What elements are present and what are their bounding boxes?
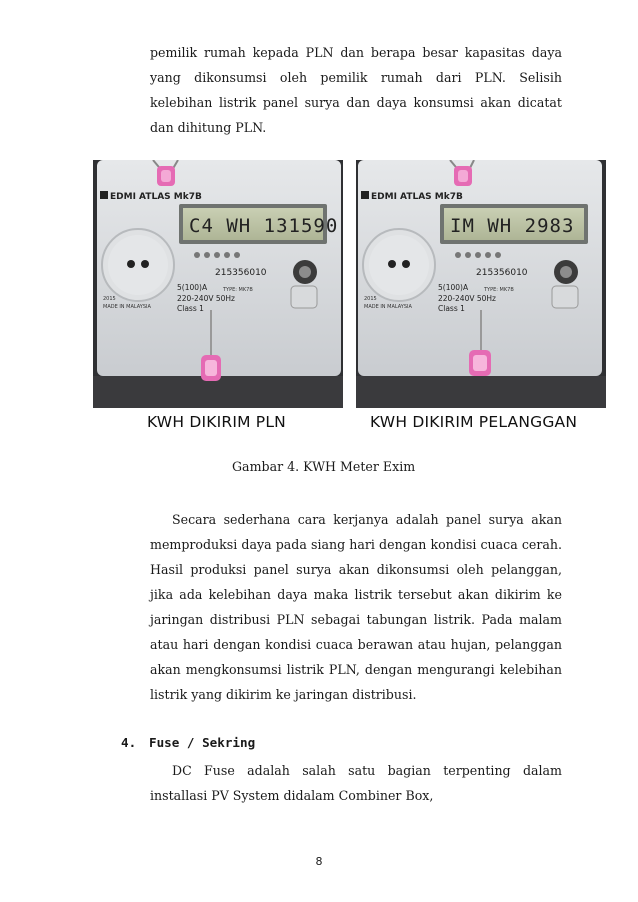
right-meter-serial: 215356010 xyxy=(476,268,528,278)
left-meter-type: TYPE: MK7B xyxy=(223,287,253,293)
section-heading xyxy=(121,735,255,750)
right-meter-display: IM WH 2983 xyxy=(450,215,575,237)
left-meter-class: Class 1 xyxy=(177,304,204,313)
right-meter-year: 2015 xyxy=(364,296,377,302)
right-meter-photo xyxy=(356,160,606,408)
left-meter-voltage: 220-240V 50Hz xyxy=(177,294,235,303)
section-title: Fuse / Sekring xyxy=(149,735,256,750)
right-meter-type: TYPE: MK7B xyxy=(484,287,514,293)
left-meter-made-in: MADE IN MALAYSIA xyxy=(103,304,151,310)
left-meter-rating: 5(100)A xyxy=(177,283,208,292)
page-number: 8 xyxy=(315,855,323,868)
left-meter-year: 2015 xyxy=(103,296,116,302)
right-meter-label: KWH DIKIRIM PELANGGAN xyxy=(370,413,578,431)
right-meter-brand: EDMI ATLAS Mk7B xyxy=(371,192,463,202)
section-number: 4. xyxy=(121,735,137,750)
paragraph-explanation: Secara sederhana cara kerjanya adalah panel surya akan memproduksi daya pada siang hari dengan kondisi cuaca cerah. Hasil produksi panel surya akan dikonsumsi oleh pelanggan, jika ada kelebihan daya maka listrik tersebut akan dikirim ke jaringan distribusi PLN sebagai tabungan listrik. Pada malam atau hari dengan kondisi cuaca berawan atau hujan, pelanggan akan mengkonsumsi listrik PLN, dengan mengurangi kelebihan listrik yang dikirim ke jaringan distribusi. xyxy=(150,512,562,702)
left-meter-serial: 215356010 xyxy=(215,268,267,278)
left-meter-brand: EDMI ATLAS Mk7B xyxy=(110,192,202,202)
paragraph-intro: pemilik rumah kepada PLN dan berapa besar kapasitas daya yang dikonsumsi oleh pemilik rumah dari PLN. Selisih kelebihan listrik panel surya dan daya konsumsi akan dicatat dan dihitung PLN. xyxy=(150,45,562,135)
paragraph-fuse: DC Fuse adalah salah satu bagian terpenting dalam installasi PV System didalam Combiner Box, xyxy=(150,763,562,803)
figure-caption: Gambar 4. KWH Meter Exim xyxy=(232,459,416,474)
right-meter-rating: 5(100)A xyxy=(438,283,469,292)
left-meter-label: KWH DIKIRIM PLN xyxy=(147,413,286,431)
right-meter-made-in: MADE IN MALAYSIA xyxy=(364,304,412,310)
right-meter-class: Class 1 xyxy=(438,304,465,313)
right-meter-voltage: 220-240V 50Hz xyxy=(438,294,496,303)
kwh-meter-figure xyxy=(93,160,606,408)
left-meter-photo xyxy=(93,160,343,408)
left-meter-display: C4 WH 131590 xyxy=(189,215,339,237)
